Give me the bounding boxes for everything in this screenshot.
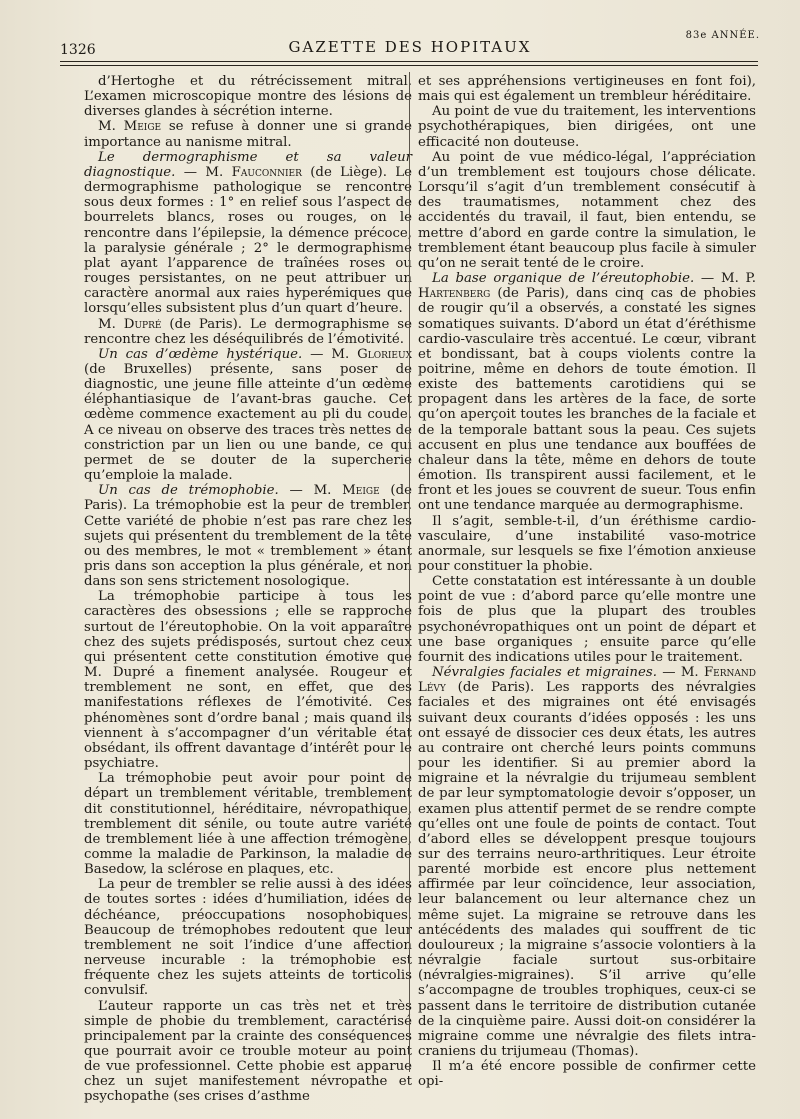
paragraph-text: La trémophobie peut avoir pour point de départ un tremblement véritable, tremblement dit constitutionnel, héréditaire, névropathique, tremblement dit sénile, ou toute autre variété de tremblement liée à une affection trémogène, comme la maladie de Parkinson, la maladie de Basedow, la sclérose en plaques, etc.	[84, 771, 412, 878]
paragraph	[418, 1059, 756, 1089]
paragraph-text: Il s’agit, semble-t-il, d’un éréthisme cardio-vasculaire, d’une instabilité vaso-motrice anormale, sur lesquels se fixe l’émotion anxieuse pour constituer la phobie.	[418, 513, 756, 574]
section-title: Un cas d’œdème hystérique.	[98, 346, 303, 362]
paragraph	[418, 74, 756, 104]
author-name: M. Fernand Lévy	[418, 665, 756, 696]
paragraph	[418, 665, 756, 1059]
paragraph	[418, 150, 756, 271]
title-separator: —	[694, 271, 721, 287]
paragraph	[84, 347, 412, 483]
paragraph	[84, 999, 412, 1105]
paragraph	[418, 271, 756, 514]
author-name: M. Fauconnier	[205, 164, 302, 180]
section-title: Le dermographisme et sa valeur diagnostique.	[84, 149, 412, 180]
section-title: Névralgies faciales et migraines.	[432, 665, 657, 681]
paragraph-text: (de Paris), dans cinq cas de phobies de rougir qu’il a observés, a constaté les signes somatiques suivants. D’abord un état d’éréthisme cardio-vasculaire très accentué. Le cœur, vibrant et bondissant, bat à coups violents contre la poitrine, même en dehors de toute émotion. Il existe des battements carotidiens qui se propagent dans les artères de la face, de sorte qu’on aperçoit toutes les branches de la faciale et de la temporale battant sous la peau. Ces sujets accusent en plus une tendance aux bouffées de chaleur dans la tête, même en dehors de toute émotion. Ils transpirent aussi facilement, et le front et les joues se couvrent de sueur. Tous enfin ont une tendance marquée au dermographisme.	[418, 286, 756, 514]
paragraph-text: Cette constatation est intéressante à un double point de vue : d’abord parce qu’elle montre une fois de plus que la plupart des troubles psychonévropathiques ont un point de départ et une base organiques ; ensuite parce qu’elle fournit des indications utiles pour le traitement.	[418, 574, 756, 665]
title-separator: —	[656, 665, 681, 681]
paragraph-text: La peur de trembler se relie aussi à des idées de toutes sortes : idées d’humiliation, idées de déchéance, préoccupations nosophobiques. Beaucoup de trémophobes redoutent que leur tremblement ne soit l’indice d’une affection nerveuse incurable : la trémophobie est fréquente chez les sujets atteints de torticolis convulsif.	[84, 877, 412, 999]
paragraph	[84, 150, 412, 317]
paragraph	[84, 589, 412, 771]
paragraph-text: (de Bruxelles) présente, sans poser de diagnostic, une jeune fille atteinte d’un œdème éléphantiasique de l’avant-bras gauche. Cet œdème commence exactement au pli du coude. A ce niveau on observe des traces très nettes de constriction par un lien ou une bande, ce qui permet de se douter de la supercherie qu’emploie la malade.	[84, 361, 412, 484]
section-title: Un cas de trémophobie.	[98, 483, 279, 499]
paragraph-text: (de Liège). Le dermographisme pathologique se rencontre sous deux formes : 1° en relief sous l’aspect de bourrelets blancs, roses ou rouges, on le rencontre dans l’épilepsie, la démence précoce, la paralysie générale ; 2° le dermographisme plat ayant l’apparence de traînées roses ou rouges persistantes, on ne peut attribuer un caractère anormal aux raies hyperémiques que lorsqu’elles subsistent plus d’un quart d’heure.	[84, 164, 412, 317]
author-name: M. Glorieux	[331, 346, 412, 362]
title-separator: —	[302, 346, 332, 362]
paragraph	[84, 771, 412, 877]
paragraph	[418, 104, 756, 149]
journal-title: GAZETTE DES HOPITAUX	[288, 38, 532, 56]
paragraph-text: La trémophobie participe à tous les caractères des obsessions ; elle se rapproche surtout de l’éreutophobie. On la voit apparaître chez des sujets prédisposés, surtout chez ceux qui présentent cette constitution émotive que M. Dupré a finement analysée. Rougeur et tremblement ne sont, en effet, que des manifestations réflexes de l’émotivité. Ces phénomènes sont d’ordre banal ; mais quand ils viennent à s’accompagner d’un véritable état obsédant, ils offrent davantage d’intérêt pour le psychiatre.	[84, 589, 412, 772]
paragraph-text: Au point de vue médico-légal, l’appréciation d’un tremblement est toujours chose délicate. Lorsqu’il s’agit d’un tremblement consécutif à des traumatismes, notamment chez des accidentés du travail, il faut, bien entendu, se mettre d’abord en garde contre la simulation, le tremblement étant beaucoup plus facile à simuler qu’on ne serait tenté de le croire.	[418, 149, 756, 271]
paragraph	[418, 514, 756, 575]
paragraph-text: L’auteur rapporte un cas très net et très simple de phobie du tremblement, caractérisé principalement par la crainte des conséquences que pourrait avoir ce trouble moteur au point de vue professionnel. Cette phobie est apparue chez un sujet manifestement névropathe et psychopathe (ses crises d’asthme	[84, 998, 412, 1105]
column-divider	[409, 72, 410, 1072]
paragraph	[84, 317, 412, 347]
page-header	[60, 30, 760, 58]
paragraph-text: et ses appréhensions vertigineuses en font foi), mais qui est également un trembleur héréditaire.	[418, 74, 756, 105]
paragraph-text: Au point de vue du traitement, les interventions psychothérapiques, bien dirigées, ont une efficacité non douteuse.	[418, 104, 756, 150]
section-title: La base organique de l’éreutophobie.	[432, 271, 695, 287]
title-separator: —	[278, 483, 314, 499]
right-column	[418, 74, 756, 1089]
author-name: M. P. Hartenberg	[418, 271, 757, 302]
paragraph	[84, 119, 412, 149]
paragraph-text: (de Paris). Les rapports des névralgies faciales et des migraines ont été envisagés suivant deux courants d’idées opposés : les uns ont essayé de dissocier ces deux états, les autres au contraire ont cherché leurs points communs pour les identifier. Si au premier abord la migraine et la névralgie du trijumeau semblent de par leur symptomatologie devoir s’opposer, un examen plus attentif permet de se rendre compte qu’elles ont une foule de points de contact. Tout d’abord elles se développent presque toujours sur des terrains neuro-arthritiques. Leur étroite parenté morbide est encore plus nettement affirmée par leur coïncidence, leur association, leur balancement ou leur alternance chez un même sujet. La migraine se retrouve dans les antécédents des malades qui souffrent de tic douloureux ; la migraine s’associe volontiers à la névralgie faciale surtout sus-orbitaire (névralgies-migraines). S’il arrive qu’elle s’accompagne de troubles trophiques, ceux-ci se passent dans le territoire de distribution cutanée de la cinquième paire. Aussi doit-on considérer la migraine comme une névralgie des filets intra-craniens du trijumeau (Thomas).	[418, 680, 756, 1059]
paragraph	[84, 483, 412, 589]
paragraph-text: d’Hertoghe et du rétrécissement mitral. L’examen microscopique montre des lésions de diverses glandes à sécrétion interne.	[84, 74, 412, 120]
paragraph-text: se refuse à donner une si grande importance au nanisme mitral.	[84, 119, 412, 150]
page-number: 1326	[60, 42, 96, 58]
left-column	[84, 74, 412, 1105]
paragraph-text: (de Paris). Le dermographisme se rencontre chez les déséquilibrés de l’émotivité.	[84, 316, 412, 347]
paragraph	[418, 574, 756, 665]
author-name: M. Meige	[313, 483, 380, 499]
year-label: 83e ANNÉE.	[685, 30, 760, 41]
header-rule-thick	[60, 61, 758, 62]
author-name: M. Dupré	[98, 316, 162, 332]
author-name: M. Meige	[98, 119, 162, 135]
paragraph-text: (de Paris). La trémophobie est la peur de trembler. Cette variété de phobie n’est pas rare chez les sujets qui présentent du tremblement de la tête ou des membres, le mot « tremblement » étant pris dans son acception la plus générale, et non dans son sens strictement nosologique.	[84, 483, 412, 590]
paragraph-text: Il m’a été encore possible de confirmer cette opi-	[418, 1059, 756, 1090]
paragraph	[84, 877, 412, 998]
header-rule-thin	[60, 65, 758, 66]
paragraph	[84, 74, 412, 119]
title-separator: —	[175, 164, 206, 180]
